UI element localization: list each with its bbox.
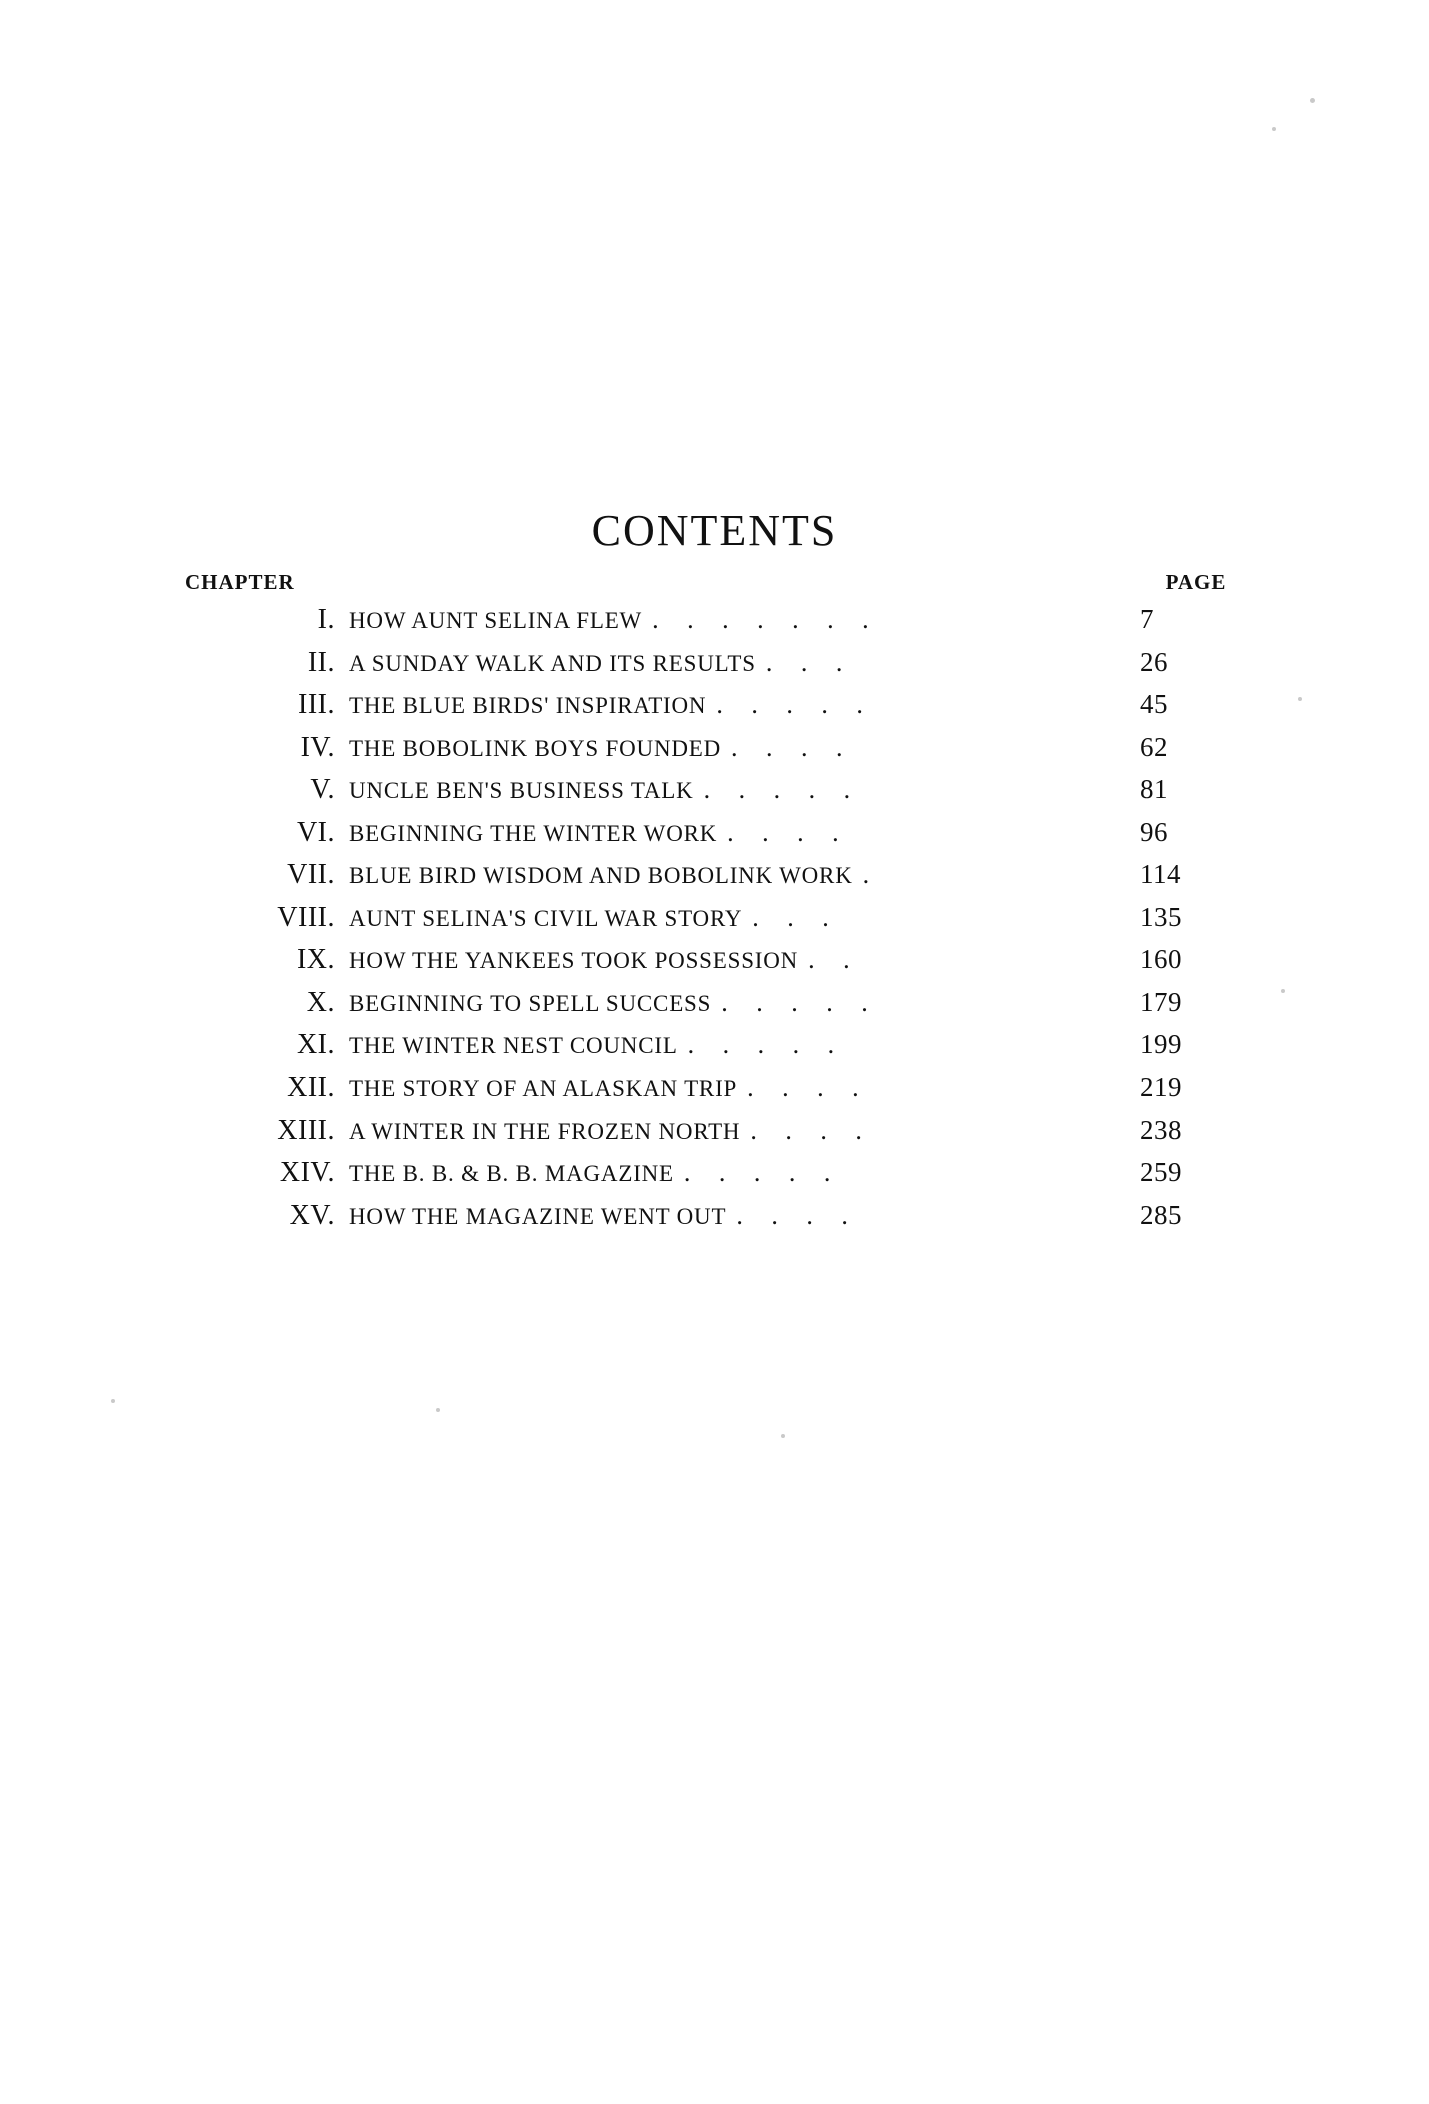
chapter-title-cell <box>349 812 1124 853</box>
chapter-title-cell <box>349 982 1124 1023</box>
chapter-title: THE STORY OF AN ALASKAN TRIP <box>349 1076 738 1102</box>
chapter-title-cell <box>349 684 1124 725</box>
chapter-number: VII. <box>287 859 335 891</box>
page-number: 81 <box>1140 774 1168 805</box>
leader-dots: . . <box>808 945 861 975</box>
chapter-title: HOW AUNT SELINA FLEW <box>349 608 643 633</box>
chapter-number: XIV. <box>279 1157 335 1189</box>
chapter-number: X. <box>306 986 335 1018</box>
chapter-title: HOW THE YANKEES TOOK POSSESSION <box>349 948 799 974</box>
chapter-number: VI. <box>296 816 335 848</box>
page-number: 199 <box>1140 1029 1182 1060</box>
paper-speck <box>1272 127 1276 131</box>
list-item[interactable] <box>185 642 1260 685</box>
page-number: 26 <box>1140 646 1168 677</box>
page-number: 259 <box>1140 1157 1182 1188</box>
chapter-title-cell <box>349 1024 1124 1065</box>
chapter-number: IX. <box>296 944 335 976</box>
paper-speck <box>1281 989 1285 993</box>
chapter-number: I. <box>317 604 335 635</box>
chapter-title-cell <box>349 1067 1124 1108</box>
leader-dots: . . . . <box>750 1115 873 1145</box>
list-item[interactable] <box>185 854 1260 897</box>
chapter-title: BEGINNING TO SPELL SUCCESS <box>349 990 712 1016</box>
chapter-number: II. <box>307 646 335 678</box>
list-item[interactable] <box>185 769 1260 812</box>
page-title: CONTENTS <box>591 506 838 555</box>
list-item[interactable] <box>185 897 1260 940</box>
page-number: 160 <box>1140 944 1182 975</box>
chapter-title: THE B. B. & B. B. MAGAZINE <box>349 1161 674 1187</box>
page-number: 135 <box>1140 901 1182 932</box>
leader-dots: . . . . . <box>716 690 874 720</box>
leader-dots: . . . . <box>731 732 854 762</box>
list-item[interactable] <box>185 599 1260 642</box>
page-number: 7 <box>1140 604 1154 634</box>
page-number: 219 <box>1140 1072 1182 1103</box>
leader-dots: . . . <box>765 647 854 677</box>
list-item[interactable] <box>185 812 1260 855</box>
leader-dots: . . . . . <box>703 775 862 805</box>
list-item[interactable] <box>185 1110 1260 1153</box>
chapter-title-cell <box>349 854 1124 895</box>
chapter-title: HOW THE MAGAZINE WENT OUT <box>349 1203 727 1229</box>
list-item[interactable] <box>185 1195 1260 1238</box>
chapter-title-cell <box>349 939 1124 980</box>
paper-speck <box>1310 98 1315 103</box>
paper-speck <box>1298 697 1302 701</box>
leader-dots: . . . . <box>727 817 850 847</box>
chapter-title: THE WINTER NEST COUNCIL <box>349 1033 678 1059</box>
chapter-title: A WINTER IN THE FROZEN NORTH <box>349 1118 741 1144</box>
chapter-title-cell <box>349 897 1124 938</box>
chapter-title: BLUE BIRD WISDOM AND BOBOLINK WORK <box>349 863 853 889</box>
leader-dots: . . . . . <box>683 1158 842 1188</box>
chapter-number: IV. <box>300 731 335 763</box>
toc-column-headers <box>185 570 1260 595</box>
list-item[interactable] <box>185 1067 1260 1110</box>
chapter-number: XI. <box>296 1029 335 1061</box>
chapter-number: XIII. <box>277 1114 335 1146</box>
chapter-title: THE BOBOLINK BOYS FOUNDED <box>349 735 722 761</box>
page-number: 96 <box>1140 816 1168 847</box>
page-number: 62 <box>1140 731 1168 762</box>
page-number: 238 <box>1140 1114 1182 1145</box>
chapter-number: III. <box>298 689 335 721</box>
toc-header-page: PAGE <box>1165 570 1227 594</box>
chapter-title: BEGINNING THE WINTER WORK <box>349 820 718 846</box>
chapter-title: AUNT SELINA'S CIVIL WAR STORY <box>349 905 743 931</box>
chapter-title-cell <box>349 727 1124 768</box>
list-item[interactable] <box>185 1152 1260 1195</box>
chapter-title: THE BLUE BIRDS' INSPIRATION <box>349 693 707 719</box>
leader-dots: . . . . <box>747 1073 870 1103</box>
toc-header-chapter: CHAPTER <box>185 570 295 594</box>
page-number: 45 <box>1140 689 1168 720</box>
page-number: 285 <box>1140 1199 1182 1230</box>
chapter-number: V. <box>310 774 335 806</box>
page-number: 114 <box>1140 859 1181 890</box>
chapter-number: XII. <box>287 1072 335 1104</box>
chapter-title: A SUNDAY WALK AND ITS RESULTS <box>349 650 756 676</box>
paper-speck <box>436 1408 440 1412</box>
list-item[interactable] <box>185 939 1260 982</box>
leader-dots: . . . . . <box>687 1030 846 1060</box>
chapter-number: VIII. <box>277 901 335 933</box>
chapter-title-cell <box>349 1110 1124 1151</box>
chapter-title-cell <box>349 599 1124 640</box>
list-item[interactable] <box>185 982 1260 1025</box>
leader-dots: . . . . . <box>721 987 879 1017</box>
page-number: 179 <box>1140 986 1182 1017</box>
leader-dots: . <box>862 860 881 890</box>
chapter-title-cell <box>349 769 1124 810</box>
leader-dots: . . . . <box>736 1200 859 1230</box>
list-item[interactable] <box>185 727 1260 770</box>
chapter-title-cell <box>349 1152 1124 1193</box>
chapter-number: XV. <box>289 1199 335 1231</box>
chapter-title: UNCLE BEN'S BUSINESS TALK <box>349 778 694 804</box>
chapter-title-cell <box>349 1195 1124 1236</box>
leader-dots: . . . . . . . <box>652 605 880 634</box>
paper-speck <box>781 1434 785 1438</box>
table-of-contents <box>185 570 1260 1237</box>
chapter-title-cell <box>349 642 1124 683</box>
leader-dots: . . . <box>752 902 840 932</box>
list-item[interactable] <box>185 1024 1260 1067</box>
list-item[interactable] <box>185 684 1260 727</box>
paper-speck <box>111 1399 115 1403</box>
